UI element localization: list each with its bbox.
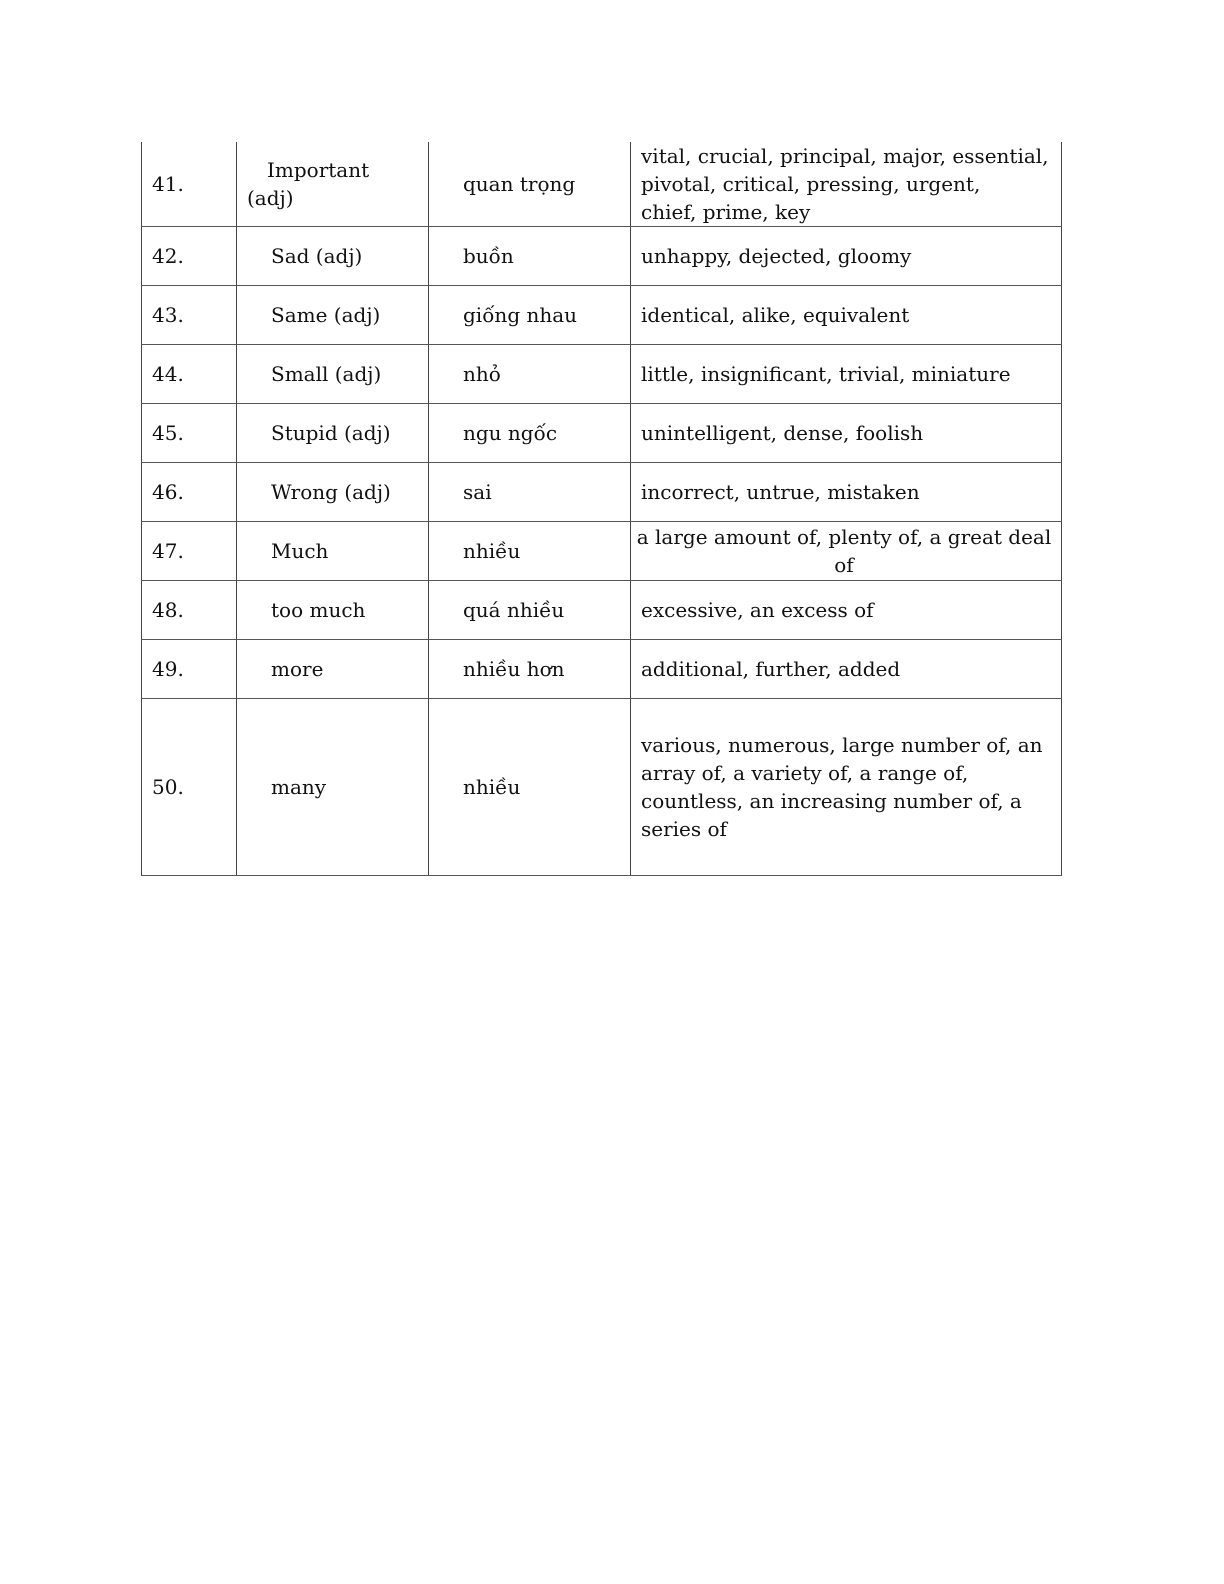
- english-word: [236, 142, 428, 226]
- table-row: [141, 699, 1062, 876]
- synonym-line: a large amount of, plenty of, a great deal: [636, 525, 1052, 549]
- table-row: [141, 345, 1062, 404]
- table-row: [141, 142, 1062, 227]
- row-number: 50.: [141, 699, 236, 875]
- row-number: 43.: [141, 286, 236, 344]
- english-word-line: (adj): [247, 186, 294, 210]
- english-word: Same (adj): [236, 286, 428, 344]
- synonyms: unhappy, dejected, gloomy: [630, 227, 1062, 285]
- synonym-line: of: [834, 553, 854, 577]
- synonyms: identical, alike, equivalent: [630, 286, 1062, 344]
- vietnamese-meaning: quan trọng: [428, 142, 630, 226]
- vietnamese-meaning: nhiều: [428, 522, 630, 580]
- table-row: [141, 463, 1062, 522]
- row-number: 49.: [141, 640, 236, 698]
- row-number: 42.: [141, 227, 236, 285]
- table-row: [141, 522, 1062, 581]
- synonym-line: series of: [641, 817, 727, 841]
- table-row: [141, 581, 1062, 640]
- synonym-line: array of, a variety of, a range of,: [641, 761, 969, 785]
- row-number: 47.: [141, 522, 236, 580]
- table-row: [141, 640, 1062, 699]
- synonyms: excessive, an excess of: [630, 581, 1062, 639]
- synonym-line: countless, an increasing number of, a: [641, 789, 1022, 813]
- row-number: 41.: [141, 142, 236, 226]
- synonym-line: vital, crucial, principal, major, essential,: [641, 144, 1049, 168]
- synonyms: unintelligent, dense, foolish: [630, 404, 1062, 462]
- vocabulary-table: [141, 142, 1062, 876]
- row-number: 44.: [141, 345, 236, 403]
- synonyms: little, insignificant, trivial, miniature: [630, 345, 1062, 403]
- english-word-line: Important: [267, 158, 370, 182]
- synonym-line: various, numerous, large number of, an: [641, 733, 1043, 757]
- english-word: more: [236, 640, 428, 698]
- vietnamese-meaning: nhiều: [428, 699, 630, 875]
- synonyms: [630, 522, 1062, 580]
- vietnamese-meaning: giống nhau: [428, 286, 630, 344]
- synonym-line: pivotal, critical, pressing, urgent,: [641, 172, 981, 196]
- vietnamese-meaning: nhiều hơn: [428, 640, 630, 698]
- vietnamese-meaning: ngu ngốc: [428, 404, 630, 462]
- table-row: [141, 404, 1062, 463]
- synonyms: incorrect, untrue, mistaken: [630, 463, 1062, 521]
- row-number: 45.: [141, 404, 236, 462]
- synonyms: additional, further, added: [630, 640, 1062, 698]
- english-word: Much: [236, 522, 428, 580]
- english-word: Stupid (adj): [236, 404, 428, 462]
- synonym-line: chief, prime, key: [641, 200, 811, 224]
- vietnamese-meaning: buồn: [428, 227, 630, 285]
- english-word: Sad (adj): [236, 227, 428, 285]
- english-word: Wrong (adj): [236, 463, 428, 521]
- english-word: too much: [236, 581, 428, 639]
- english-word: many: [236, 699, 428, 875]
- vietnamese-meaning: quá nhiều: [428, 581, 630, 639]
- synonyms: [630, 142, 1062, 226]
- table-row: [141, 227, 1062, 286]
- vietnamese-meaning: nhỏ: [428, 345, 630, 403]
- row-number: 48.: [141, 581, 236, 639]
- vietnamese-meaning: sai: [428, 463, 630, 521]
- row-number: 46.: [141, 463, 236, 521]
- english-word: Small (adj): [236, 345, 428, 403]
- table-row: [141, 286, 1062, 345]
- synonyms: [630, 699, 1062, 875]
